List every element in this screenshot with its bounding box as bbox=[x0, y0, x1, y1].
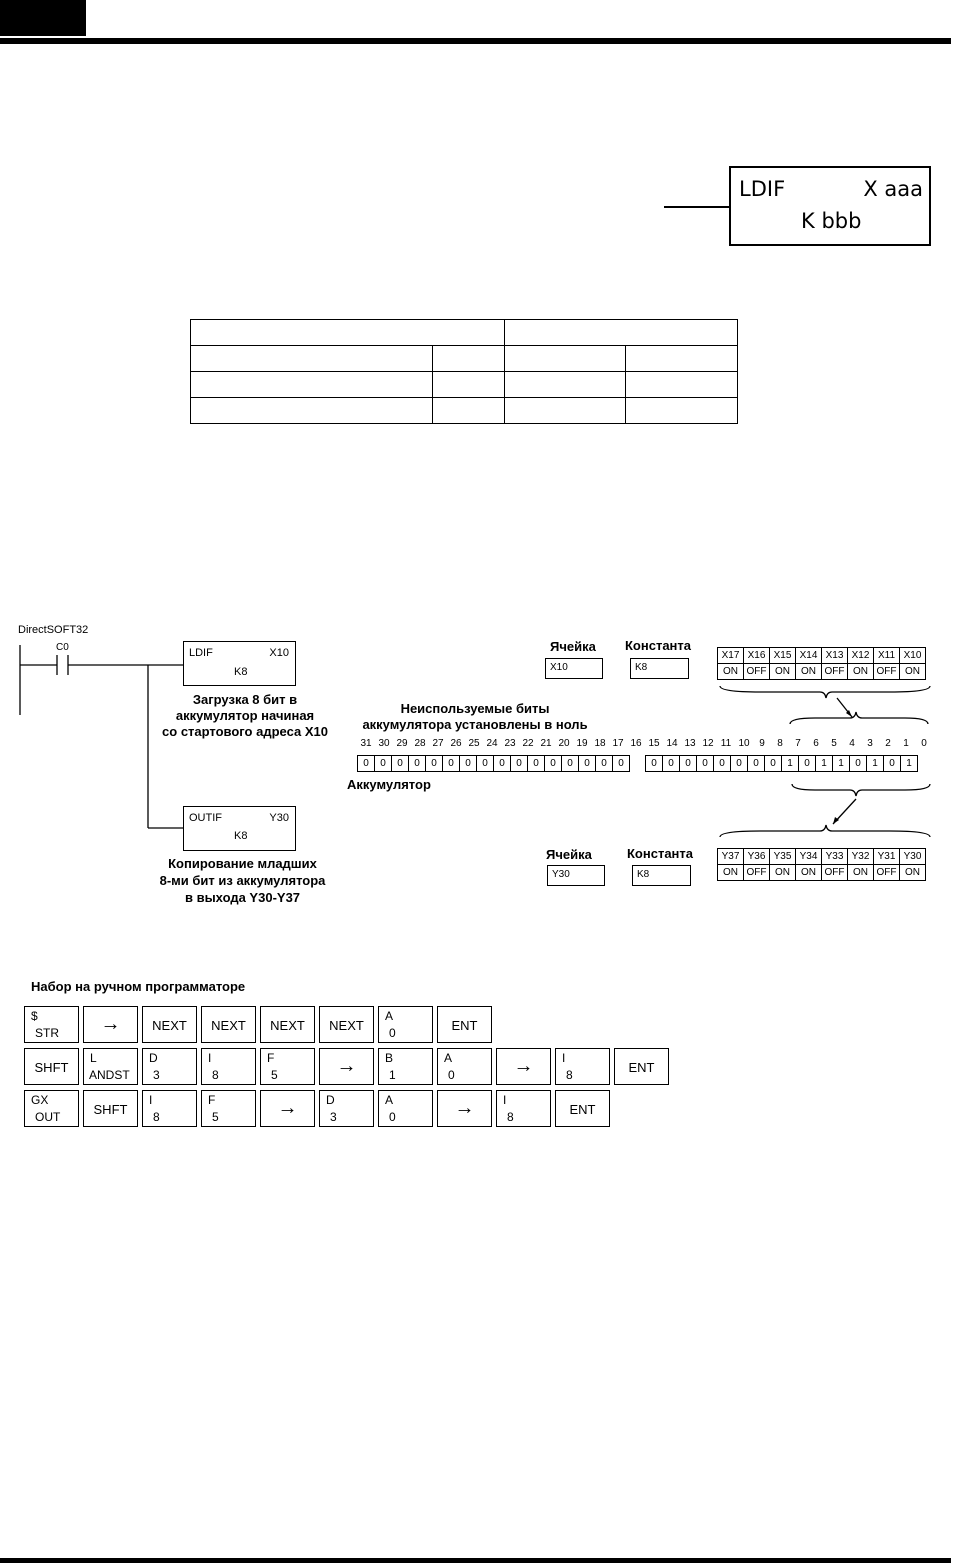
arrow-key[interactable] bbox=[260, 1090, 315, 1127]
bit-number: 5 bbox=[831, 738, 837, 749]
key-top-label: L bbox=[90, 1051, 97, 1065]
header-rule bbox=[0, 38, 951, 44]
accumulator-high-word bbox=[357, 755, 630, 772]
bit-value: 0 bbox=[375, 756, 392, 772]
bit-number: 21 bbox=[540, 738, 552, 749]
bit-number: 16 bbox=[630, 738, 642, 749]
bit-value: 0 bbox=[477, 756, 494, 772]
bit-value: 0 bbox=[714, 756, 731, 772]
arrow-key[interactable] bbox=[496, 1048, 551, 1085]
outif-name: OUTIF bbox=[189, 812, 222, 824]
arrow-key[interactable] bbox=[83, 1006, 138, 1043]
bit-number: 17 bbox=[612, 738, 624, 749]
table-row bbox=[358, 756, 630, 772]
key-label: NEXT bbox=[211, 1018, 246, 1033]
bit-value: 0 bbox=[850, 756, 867, 772]
key-top-label: I bbox=[208, 1051, 212, 1065]
bit-state: ON bbox=[770, 865, 796, 881]
key-top-label: D bbox=[326, 1093, 335, 1107]
key-label: NEXT bbox=[329, 1018, 364, 1033]
bit-name: Y33 bbox=[822, 849, 848, 865]
key-top-label: A bbox=[385, 1009, 394, 1023]
caption-line: в выхода Y30-Y37 bbox=[184, 890, 301, 905]
key-bottom-label: 1 bbox=[389, 1068, 396, 1082]
bit-number: 25 bbox=[468, 738, 480, 749]
contact-label: C0 bbox=[56, 642, 69, 653]
arrow-key[interactable] bbox=[319, 1048, 374, 1085]
key-3[interactable] bbox=[319, 1090, 374, 1127]
bit-value: 0 bbox=[680, 756, 697, 772]
caption-line: со стартового адреса X10 bbox=[162, 724, 328, 739]
symbol-operand-2: K bbb bbox=[801, 209, 862, 233]
bit-value: 0 bbox=[731, 756, 748, 772]
table-row bbox=[646, 756, 918, 772]
ldif-instruction-box[interactable] bbox=[183, 641, 296, 686]
key-top-label: I bbox=[149, 1093, 153, 1107]
key-bottom-label: 5 bbox=[271, 1068, 278, 1082]
key-top-label: $ bbox=[31, 1009, 38, 1023]
key-label: ENT bbox=[569, 1102, 596, 1117]
note-line: аккумулятора установлены в ноль bbox=[362, 717, 588, 732]
bit-state: ON bbox=[718, 865, 744, 881]
bit-number: 14 bbox=[666, 738, 678, 749]
key-str[interactable] bbox=[24, 1006, 79, 1043]
bit-value: 0 bbox=[562, 756, 579, 772]
key-bottom-label: STR bbox=[35, 1026, 59, 1040]
bit-name: X11 bbox=[874, 648, 900, 664]
bottom-const-value: K8 bbox=[632, 865, 691, 886]
bit-number: 4 bbox=[849, 738, 855, 749]
key-next[interactable] bbox=[142, 1006, 197, 1043]
key-top-label: A bbox=[444, 1051, 453, 1065]
table-row bbox=[191, 372, 738, 398]
bit-value: 1 bbox=[816, 756, 833, 772]
table-row bbox=[718, 849, 926, 865]
bit-value: 0 bbox=[748, 756, 765, 772]
key-label: SHFT bbox=[93, 1102, 128, 1117]
bit-number: 12 bbox=[702, 738, 714, 749]
key-next[interactable] bbox=[201, 1006, 256, 1043]
bit-name: X13 bbox=[822, 648, 848, 664]
footer-rule bbox=[0, 1558, 951, 1563]
key-1[interactable] bbox=[378, 1048, 433, 1085]
accumulator-low-word bbox=[645, 755, 918, 772]
key-8[interactable] bbox=[555, 1048, 610, 1085]
bit-value: 0 bbox=[392, 756, 409, 772]
key-top-label: A bbox=[385, 1093, 394, 1107]
arrow-right-icon: → bbox=[277, 1097, 298, 1119]
bit-number: 29 bbox=[396, 738, 408, 749]
arrow-right-icon: → bbox=[100, 1013, 121, 1035]
key-0[interactable] bbox=[378, 1006, 433, 1043]
key-shft[interactable] bbox=[83, 1090, 138, 1127]
top-const-value: K8 bbox=[630, 658, 689, 679]
bit-value: 0 bbox=[409, 756, 426, 772]
key-5[interactable] bbox=[260, 1048, 315, 1085]
bit-number: 0 bbox=[921, 738, 927, 749]
key-8[interactable] bbox=[201, 1048, 256, 1085]
bit-name: Y30 bbox=[900, 849, 926, 865]
bit-name: Y35 bbox=[770, 849, 796, 865]
key-bottom-label: 8 bbox=[212, 1068, 219, 1082]
bit-number: 22 bbox=[522, 738, 534, 749]
bit-number: 19 bbox=[576, 738, 588, 749]
key-top-label: GX bbox=[31, 1093, 49, 1107]
bit-number: 28 bbox=[414, 738, 426, 749]
caption-line: Копирование младших bbox=[168, 856, 317, 871]
bit-state: OFF bbox=[744, 664, 770, 680]
programmer-keypad bbox=[24, 1006, 684, 1130]
top-cell-value: X10 bbox=[545, 658, 603, 679]
arrow-right-icon: → bbox=[454, 1097, 475, 1119]
key-andst[interactable] bbox=[83, 1048, 138, 1085]
key-bottom-label: 3 bbox=[330, 1110, 337, 1124]
key-ent[interactable] bbox=[437, 1006, 492, 1043]
bit-name: Y34 bbox=[796, 849, 822, 865]
key-top-label: B bbox=[385, 1051, 394, 1065]
key-next[interactable] bbox=[319, 1006, 374, 1043]
outif-constant: K8 bbox=[234, 830, 248, 842]
input-bits-table bbox=[717, 647, 926, 680]
key-top-label: I bbox=[562, 1051, 566, 1065]
key-top-label: I bbox=[503, 1093, 507, 1107]
symbol-mnemonic: LDIF bbox=[739, 177, 786, 201]
table-row bbox=[718, 865, 926, 881]
key-bottom-label: 8 bbox=[153, 1110, 160, 1124]
ldif-address: X10 bbox=[269, 647, 289, 659]
bit-name: Y37 bbox=[718, 849, 744, 865]
outif-caption bbox=[140, 855, 345, 906]
bit-state: ON bbox=[900, 664, 926, 680]
key-top-label: F bbox=[267, 1051, 275, 1065]
key-ent[interactable] bbox=[614, 1048, 669, 1085]
bit-value: 0 bbox=[765, 756, 782, 772]
ldif-constant: K8 bbox=[234, 666, 248, 678]
bit-value: 0 bbox=[511, 756, 528, 772]
accumulator-label: Аккумулятор bbox=[347, 777, 431, 792]
caption-line: аккумулятор начиная bbox=[175, 708, 315, 723]
bit-state: OFF bbox=[874, 865, 900, 881]
bit-name: Y36 bbox=[744, 849, 770, 865]
arrow-right-icon: → bbox=[336, 1055, 357, 1077]
key-8[interactable] bbox=[142, 1090, 197, 1127]
key-label: ENT bbox=[628, 1060, 655, 1075]
top-const-label: Константа bbox=[625, 638, 692, 653]
key-0[interactable] bbox=[437, 1048, 492, 1085]
arrow-right-icon: → bbox=[513, 1055, 534, 1077]
bit-name: X16 bbox=[744, 648, 770, 664]
bit-number: 31 bbox=[360, 738, 372, 749]
bit-state: ON bbox=[770, 664, 796, 680]
operand-table bbox=[190, 319, 738, 424]
outif-instruction-box[interactable] bbox=[183, 806, 296, 851]
bit-name: Y31 bbox=[874, 849, 900, 865]
key-label: SHFT bbox=[34, 1060, 69, 1075]
arrow-key[interactable] bbox=[437, 1090, 492, 1127]
bit-value: 1 bbox=[901, 756, 918, 772]
bit-value: 0 bbox=[646, 756, 663, 772]
bit-value: 0 bbox=[426, 756, 443, 772]
accumulator-bit-numbers bbox=[357, 738, 937, 752]
bit-value: 0 bbox=[596, 756, 613, 772]
output-bits-table bbox=[717, 848, 926, 881]
key-label: NEXT bbox=[152, 1018, 187, 1033]
bit-state: ON bbox=[796, 664, 822, 680]
bit-number: 6 bbox=[813, 738, 819, 749]
bit-name: X17 bbox=[718, 648, 744, 664]
instruction-symbol bbox=[729, 166, 931, 246]
bit-number: 30 bbox=[378, 738, 390, 749]
symbol-operand-1: X aaa bbox=[863, 177, 923, 201]
bit-state: OFF bbox=[744, 865, 770, 881]
bit-value: 0 bbox=[358, 756, 375, 772]
bit-number: 1 bbox=[903, 738, 909, 749]
bit-state: ON bbox=[718, 664, 744, 680]
bit-value: 0 bbox=[528, 756, 545, 772]
table-row bbox=[718, 664, 926, 680]
key-next[interactable] bbox=[260, 1006, 315, 1043]
table-row bbox=[191, 320, 738, 346]
key-bottom-label: ANDST bbox=[89, 1068, 130, 1082]
key-bottom-label: 5 bbox=[212, 1110, 219, 1124]
key-3[interactable] bbox=[142, 1048, 197, 1085]
bit-number: 24 bbox=[486, 738, 498, 749]
header-block bbox=[0, 0, 86, 36]
bit-number: 13 bbox=[684, 738, 696, 749]
key-top-label: D bbox=[149, 1051, 158, 1065]
caption-line: Загрузка 8 бит в bbox=[192, 692, 298, 707]
bit-number: 10 bbox=[738, 738, 750, 749]
bit-number: 20 bbox=[558, 738, 570, 749]
outif-address: Y30 bbox=[269, 812, 289, 824]
key-0[interactable] bbox=[378, 1090, 433, 1127]
bit-state: ON bbox=[796, 865, 822, 881]
ldif-name: LDIF bbox=[189, 647, 213, 659]
key-ent[interactable] bbox=[555, 1090, 610, 1127]
bit-state: OFF bbox=[874, 664, 900, 680]
bit-value: 1 bbox=[782, 756, 799, 772]
note-line: Неиспользуемые биты bbox=[400, 701, 550, 716]
key-bottom-label: 0 bbox=[448, 1068, 455, 1082]
bit-number: 11 bbox=[720, 738, 732, 749]
key-bottom-label: 0 bbox=[389, 1110, 396, 1124]
bit-value: 0 bbox=[697, 756, 714, 772]
ldif-caption bbox=[150, 692, 340, 740]
key-bottom-label: 0 bbox=[389, 1026, 396, 1040]
bit-number: 2 bbox=[885, 738, 891, 749]
bit-value: 0 bbox=[613, 756, 630, 772]
programmer-title: Набор на ручном программаторе bbox=[31, 979, 246, 994]
bit-state: ON bbox=[848, 865, 874, 881]
key-8[interactable] bbox=[496, 1090, 551, 1127]
bit-number: 26 bbox=[450, 738, 462, 749]
key-5[interactable] bbox=[201, 1090, 256, 1127]
bit-value: 1 bbox=[833, 756, 850, 772]
bit-value: 1 bbox=[867, 756, 884, 772]
bottom-cell-label: Ячейка bbox=[546, 847, 592, 862]
key-label: NEXT bbox=[270, 1018, 305, 1033]
bit-value: 0 bbox=[443, 756, 460, 772]
key-shft[interactable] bbox=[24, 1048, 79, 1085]
table-row bbox=[191, 398, 738, 424]
table-row bbox=[718, 648, 926, 664]
bit-name: X12 bbox=[848, 648, 874, 664]
bit-state: ON bbox=[848, 664, 874, 680]
bit-number: 15 bbox=[648, 738, 660, 749]
bit-name: Y32 bbox=[848, 849, 874, 865]
key-bottom-label: OUT bbox=[35, 1110, 61, 1124]
bit-number: 18 bbox=[594, 738, 606, 749]
bit-state: ON bbox=[900, 865, 926, 881]
bit-number: 9 bbox=[759, 738, 765, 749]
bottom-cell-value: Y30 bbox=[547, 865, 605, 886]
bit-number: 27 bbox=[432, 738, 444, 749]
software-label: DirectSOFT32 bbox=[18, 624, 89, 636]
symbol-lead-line bbox=[664, 206, 730, 208]
bit-number: 8 bbox=[777, 738, 783, 749]
bit-value: 0 bbox=[579, 756, 596, 772]
key-bottom-label: 3 bbox=[153, 1068, 160, 1082]
bit-value: 0 bbox=[494, 756, 511, 772]
bit-state: OFF bbox=[822, 664, 848, 680]
table-row bbox=[191, 346, 738, 372]
bit-state: OFF bbox=[822, 865, 848, 881]
bit-number: 23 bbox=[504, 738, 516, 749]
bit-number: 3 bbox=[867, 738, 873, 749]
bit-value: 0 bbox=[545, 756, 562, 772]
bit-name: X15 bbox=[770, 648, 796, 664]
top-cell-label: Ячейка bbox=[550, 639, 596, 654]
key-bottom-label: 8 bbox=[566, 1068, 573, 1082]
bit-value: 0 bbox=[663, 756, 680, 772]
key-label: ENT bbox=[451, 1018, 478, 1033]
bit-name: X10 bbox=[900, 648, 926, 664]
key-bottom-label: 8 bbox=[507, 1110, 514, 1124]
bit-name: X14 bbox=[796, 648, 822, 664]
unused-bits-note bbox=[355, 701, 595, 733]
key-top-label: F bbox=[208, 1093, 216, 1107]
bit-value: 0 bbox=[884, 756, 901, 772]
bottom-const-label: Константа bbox=[627, 846, 694, 861]
bit-number: 7 bbox=[795, 738, 801, 749]
bit-value: 0 bbox=[460, 756, 477, 772]
caption-line: 8-ми бит из аккумулятора bbox=[159, 873, 326, 888]
bit-value: 0 bbox=[799, 756, 816, 772]
key-out[interactable] bbox=[24, 1090, 79, 1127]
